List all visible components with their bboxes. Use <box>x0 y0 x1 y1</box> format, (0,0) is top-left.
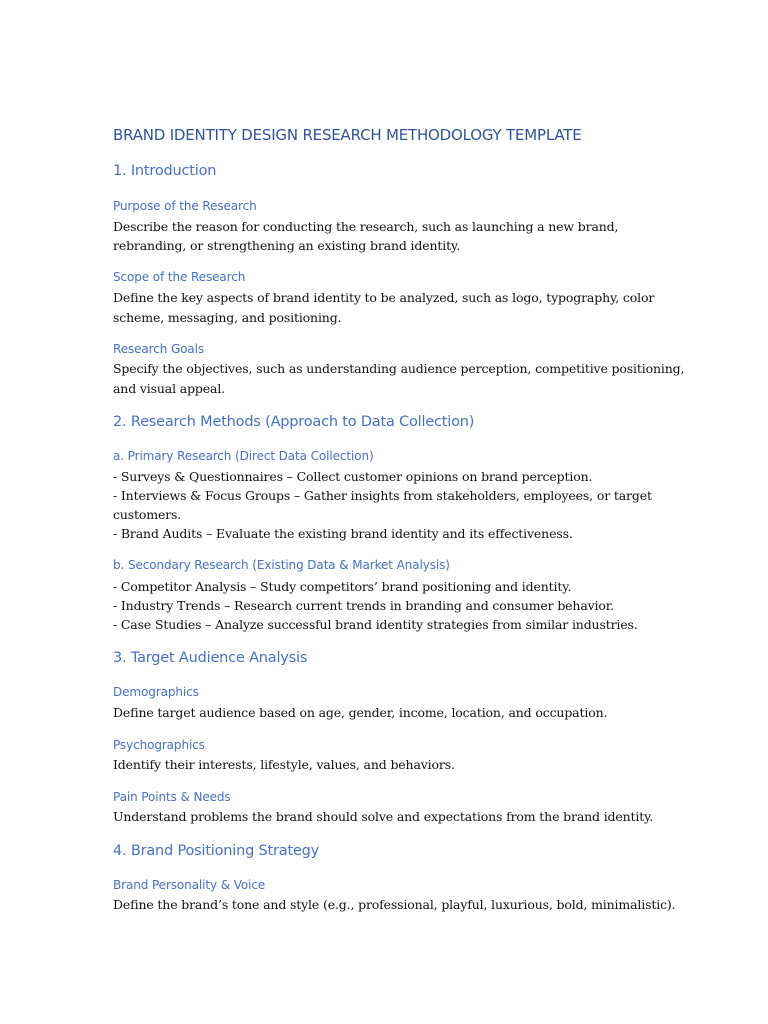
subheading-purpose: Purpose of the Research <box>113 199 257 213</box>
body-line: Understand problems the brand should solve and expectations from the brand identity. <box>113 809 654 824</box>
body-line: and visual appeal. <box>113 381 226 396</box>
body-line: - Brand Audits – Evaluate the existing brand identity and its effectiveness. <box>113 526 573 541</box>
subheading-pain-points: Pain Points & Needs <box>113 790 231 804</box>
body-line: rebranding, or strengthening an existing brand identity. <box>113 238 461 253</box>
body-line: scheme, messaging, and positioning. <box>113 310 342 325</box>
subheading-brand-personality: Brand Personality & Voice <box>113 878 266 892</box>
body-line: - Case Studies – Analyze successful brand identity strategies from similar industries. <box>113 617 638 632</box>
body-line: - Interviews & Focus Groups – Gather insights from stakeholders, employees, or target <box>113 488 652 503</box>
body-line: - Surveys & Questionnaires – Collect customer opinions on brand perception. <box>113 469 593 484</box>
body-line: Define the key aspects of brand identity to be analyzed, such as logo, typography, color <box>113 290 655 305</box>
body-line: - Competitor Analysis – Study competitors’ brand positioning and identity. <box>113 579 572 594</box>
body-line: - Industry Trends – Research current trends in branding and consumer behavior. <box>113 598 615 613</box>
subheading-psychographics: Psychographics <box>113 738 205 752</box>
body-line: Define target audience based on age, gender, income, location, and occupation. <box>113 705 608 720</box>
section-heading-introduction: 1. Introduction <box>113 163 217 179</box>
document-title: BRAND IDENTITY DESIGN RESEARCH METHODOLOGY TEMPLATE <box>113 126 582 144</box>
subheading-secondary-research: b. Secondary Research (Existing Data & Market Analysis) <box>113 558 450 572</box>
subheading-scope: Scope of the Research <box>113 270 246 284</box>
subheading-research-goals: Research Goals <box>113 342 205 356</box>
body-line: Describe the reason for conducting the research, such as launching a new brand, <box>113 219 619 234</box>
body-line: Specify the objectives, such as understanding audience perception, competitive positioning, <box>113 361 685 376</box>
section-heading-target-audience: 3. Target Audience Analysis <box>113 650 308 666</box>
body-line: Identify their interests, lifestyle, values, and behaviors. <box>113 757 455 772</box>
body-line: customers. <box>113 507 182 522</box>
body-line: Define the brand’s tone and style (e.g., professional, playful, luxurious, bold, minimalistic). <box>113 897 676 912</box>
subheading-primary-research: a. Primary Research (Direct Data Collection) <box>113 449 374 463</box>
section-heading-brand-positioning: 4. Brand Positioning Strategy <box>113 843 320 859</box>
subheading-demographics: Demographics <box>113 685 199 699</box>
section-heading-research-methods: 2. Research Methods (Approach to Data Collection) <box>113 414 475 430</box>
